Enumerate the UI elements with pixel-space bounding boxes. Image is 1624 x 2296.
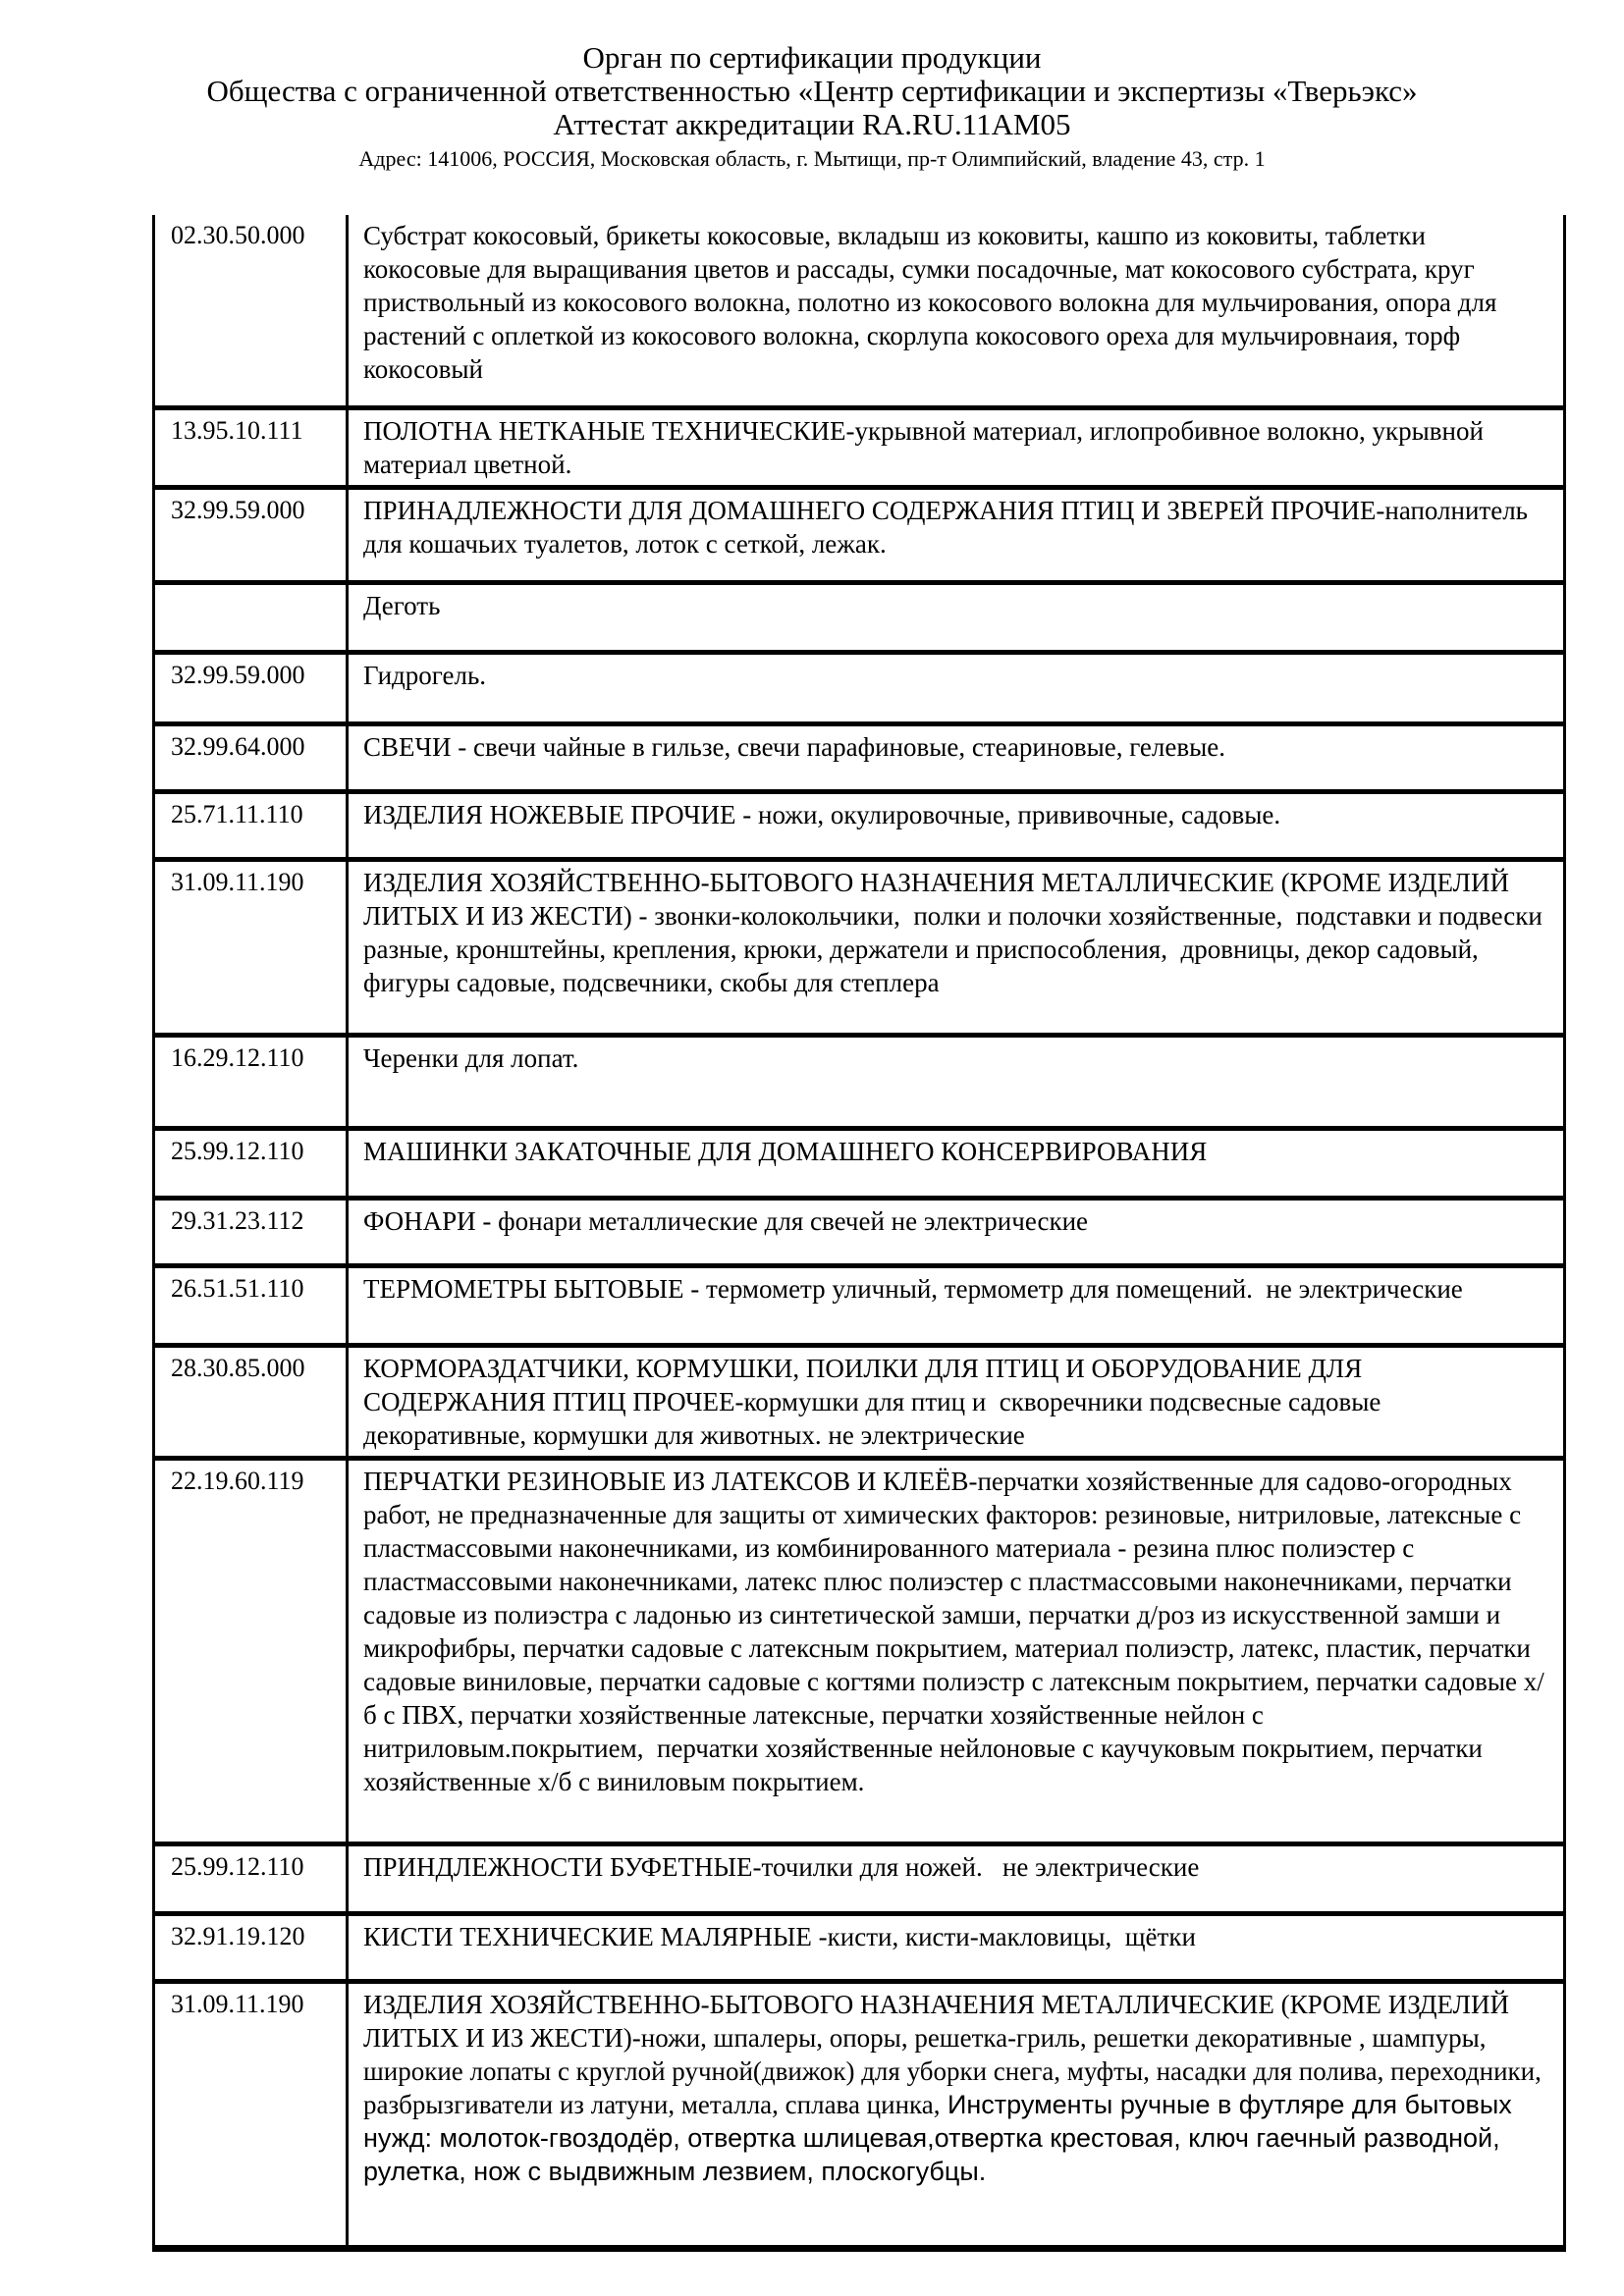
table-row [154, 1844, 1565, 1914]
table-row [154, 1914, 1565, 1982]
code-cell: 31.09.11.190 [154, 860, 348, 1036]
table-row [154, 1266, 1565, 1346]
table-row [154, 653, 1565, 724]
description-cell: КИСТИ ТЕХНИЧЕСКИЕ МАЛЯРНЫЕ -кисти, кисти-макловицы, щётки [348, 1914, 1565, 1982]
code-cell: 32.99.59.000 [154, 488, 348, 583]
table-row [154, 408, 1565, 488]
description-cell: ИЗДЕЛИЯ НОЖЕВЫЕ ПРОЧИЕ - ножи, окулировочные, прививочные, садовые. [348, 792, 1565, 860]
code-cell: 32.99.64.000 [154, 724, 348, 792]
table-row [154, 1036, 1565, 1129]
table-row [154, 724, 1565, 792]
table-row [154, 1346, 1565, 1459]
description-cell: ИЗДЕЛИЯ ХОЗЯЙСТВЕННО-БЫТОВОГО НАЗНАЧЕНИЯ МЕТАЛЛИЧЕСКИЕ (КРОМЕ ИЗДЕЛИЙ ЛИТЫХ И ИЗ ЖЕСТИ) - звонки-колокольчики, полки и полочки хозяйственные, подставки и подвески разные, кронштейны, крепления, крюки, держатели и приспособления, дровницы, декор садовый, фигуры садовые, подсвечники, скобы для степлера [348, 860, 1565, 1036]
code-cell [154, 583, 348, 653]
description-cell: КОРМОРАЗДАТЧИКИ, КОРМУШКИ, ПОИЛКИ ДЛЯ ПТИЦ И ОБОРУДОВАНИЕ ДЛЯ СОДЕРЖАНИЯ ПТИЦ ПРОЧЕЕ-кормушки для птиц и скворечники подсвесные садовые декоративные, кормушки для животных. не электрические [348, 1346, 1565, 1459]
table-row [154, 215, 1565, 408]
product-codes-table [152, 215, 1566, 2252]
table-row [154, 1459, 1565, 1844]
table-row [154, 1129, 1565, 1199]
description-cell: ПЕРЧАТКИ РЕЗИНОВЫЕ ИЗ ЛАТЕКСОВ И КЛЕЁВ-перчатки хозяйственные для садово-огородных работ, не предназначенные для защиты от химических факторов: резиновые, нитриловые, латексные с пластмассовыми наконечниками, из комбинированного материала - резина плюс полиэстер с пластмассовыми наконечниками, латекс плюс полиэстер с пластмассовыми наконечниками, перчатки садовые из полиэстра с ладонью из синтетической замши, перчатки д/роз из искусственной замши и микрофибры, перчатки садовые с латексным покрытием, материал полиэстр, латекс, пластик, перчатки садовые виниловые, перчатки садовые с когтями полиэстр с латексным покрытием, перчатки садовые х/б с ПВХ, перчатки хозяйственные латексные, перчатки хозяйственные нейлон с нитриловым.покрытием, перчатки хозяйственные нейлоновые с каучуковым покрытием, перчатки хозяйственные х/б с виниловым покрытием. [348, 1459, 1565, 1844]
table-body [154, 215, 1565, 2249]
description-cell [348, 1982, 1565, 2249]
table-row [154, 792, 1565, 860]
table-row [154, 488, 1565, 583]
code-cell: 13.95.10.111 [154, 408, 348, 488]
code-cell: 25.99.12.110 [154, 1129, 348, 1199]
code-cell: 32.91.19.120 [154, 1914, 348, 1982]
header-accreditation-line: Аттестат аккредитации RA.RU.11АМ05 [553, 107, 1071, 141]
header-org-line: Орган по сертификации продукции [582, 40, 1042, 75]
description-cell: ПРИНДЛЕЖНОСТИ БУФЕТНЫЕ-точилки для ножей. не электрические [348, 1844, 1565, 1914]
code-cell: 22.19.60.119 [154, 1459, 348, 1844]
description-cell: ТЕРМОМЕТРЫ БЫТОВЫЕ - термометр уличный, термометр для помещений. не электрические [348, 1266, 1565, 1346]
description-sans-part: Инструменты ручные в футляре для бытовых нужд: молоток-гвоздодёр, отвертка шлицевая,отвертка крестовая, ключ гаечный разводной, рулетка, нож с выдвижным лезвием, плоскогубцы. [363, 2090, 1520, 2186]
description-cell: Субстрат кокосовый, брикеты кокосовые, вкладыш из коковиты, кашпо из коковиты, таблетки кокосовые для выращивания цветов и рассады, сумки посадочные, мат кокосового субстрата, круг приствольный из кокосового волокна, полотно из кокосового волокна для мульчирования, опора для растений с оплеткой из кокосового волокна, скорлупа кокосового ореха для мульчировнаия, торф кокосовый [348, 215, 1565, 408]
description-cell: МАШИНКИ ЗАКАТОЧНЫЕ ДЛЯ ДОМАШНЕГО КОНСЕРВИРОВАНИЯ [348, 1129, 1565, 1199]
code-cell: 32.99.59.000 [154, 653, 348, 724]
code-cell: 16.29.12.110 [154, 1036, 348, 1129]
table-row [154, 1982, 1565, 2249]
code-cell: 28.30.85.000 [154, 1346, 348, 1459]
description-serif-part: ИЗДЕЛИЯ ХОЗЯЙСТВЕННО-БЫТОВОГО НАЗНАЧЕНИЯ МЕТАЛЛИЧЕСКИЕ (КРОМЕ ИЗДЕЛИЙ ЛИТЫХ И ИЗ ЖЕСТИ)-ножи, шпалеры, опоры, решетка-гриль, решетки декоративные , шампуры, широкие лопаты с круглой ручной(движок) для уборки снега, муфты, насадки для полива, переходники, разбрызгиватели из латуни, металла, сплава цинка, [363, 1990, 1548, 2119]
description-cell: ПОЛОТНА НЕТКАНЫЕ ТЕХНИЧЕСКИЕ-укрывной материал, иглопробивное волокно, укрывной материал цветной. [348, 408, 1565, 488]
header-company-line: Общества с ограниченной ответственностью «Центр сертификации и экспертизы «Тверьэкс» [206, 74, 1418, 108]
code-cell: 31.09.11.190 [154, 1982, 348, 2249]
description-cell: СВЕЧИ - свечи чайные в гильзе, свечи парафиновые, стеариновые, гелевые. [348, 724, 1565, 792]
description-cell: Деготь [348, 583, 1565, 653]
table-row [154, 583, 1565, 653]
code-cell: 26.51.51.110 [154, 1266, 348, 1346]
code-cell: 29.31.23.112 [154, 1199, 348, 1266]
header-address-line: Адрес: 141006, РОССИЯ, Московская область, г. Мытищи, пр-т Олимпийский, владение 43, стр. 1 [358, 146, 1266, 171]
description-cell: Черенки для лопат. [348, 1036, 1565, 1129]
document-header [0, 0, 1624, 172]
description-cell: Гидрогель. [348, 653, 1565, 724]
code-cell: 02.30.50.000 [154, 215, 348, 408]
table-row [154, 860, 1565, 1036]
description-cell: ФОНАРИ - фонари металлические для свечей не электрические [348, 1199, 1565, 1266]
code-cell: 25.99.12.110 [154, 1844, 348, 1914]
description-cell: ПРИНАДЛЕЖНОСТИ ДЛЯ ДОМАШНЕГО СОДЕРЖАНИЯ ПТИЦ И ЗВЕРЕЙ ПРОЧИЕ-наполнитель для кошачьих туалетов, лоток с сеткой, лежак. [348, 488, 1565, 583]
code-cell: 25.71.11.110 [154, 792, 348, 860]
table-row [154, 1199, 1565, 1266]
